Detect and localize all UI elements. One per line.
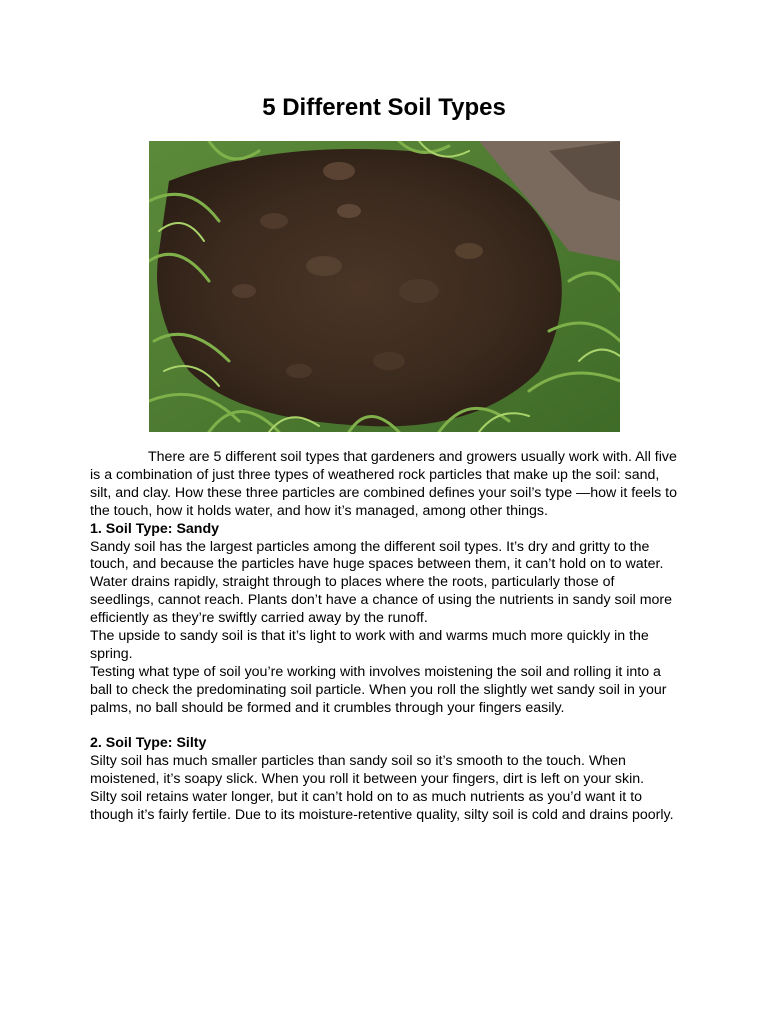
section-heading-silty: 2. Soil Type: Silty <box>90 735 207 752</box>
soil-photo <box>149 141 620 432</box>
section-heading-sandy: 1. Soil Type: Sandy <box>90 520 220 537</box>
paragraph: Silty soil retains water longer, but it can’t hold on to as much nutrients as you’d want it to though it’s fairly fertile. Due to its moisture-retentive quality, silty soil is cold and drains poorly. <box>90 789 674 824</box>
article-body <box>90 449 682 825</box>
intro-paragraph: There are 5 different soil types that gardeners and growers usually work with. All five is a combination of just three types of weathered rock particles that make up the soil: sand, silt, and clay. How these three particles are combined defines your soil’s type —how it feels to the touch, how it holds water, and how it’s managed, among other things. <box>90 449 677 519</box>
paragraph: Sandy soil has the largest particles among the different soil types. It’s dry and gritty to the touch, and because the particles have huge spaces between them, it can’t hold on to water. <box>90 538 664 573</box>
paragraph: Testing what type of soil you’re working with involves moistening the soil and rolling it into a ball to check the predominating soil particle. When you roll the slightly wet sandy soil in your palms, no ball should be formed and it crumbles through your fingers easily. <box>90 663 667 716</box>
page-title: 5 Different Soil Types <box>262 94 506 121</box>
paragraph: Water drains rapidly, straight through to places where the roots, particularly those of seedlings, cannot reach. Plants don’t have a chance of using the nutrients in sandy soil more efficiently as they’re swiftly carried away by the runoff. <box>90 574 673 627</box>
paragraph: Silty soil has much smaller particles than sandy soil so it’s smooth to the touch. When moistened, it’s soapy slick. When you roll it between your fingers, dirt is left on your skin. <box>90 753 645 788</box>
paragraph: The upside to sandy soil is that it’s light to work with and warms much more quickly in the spring. <box>90 628 649 662</box>
section-spacer <box>90 718 682 736</box>
